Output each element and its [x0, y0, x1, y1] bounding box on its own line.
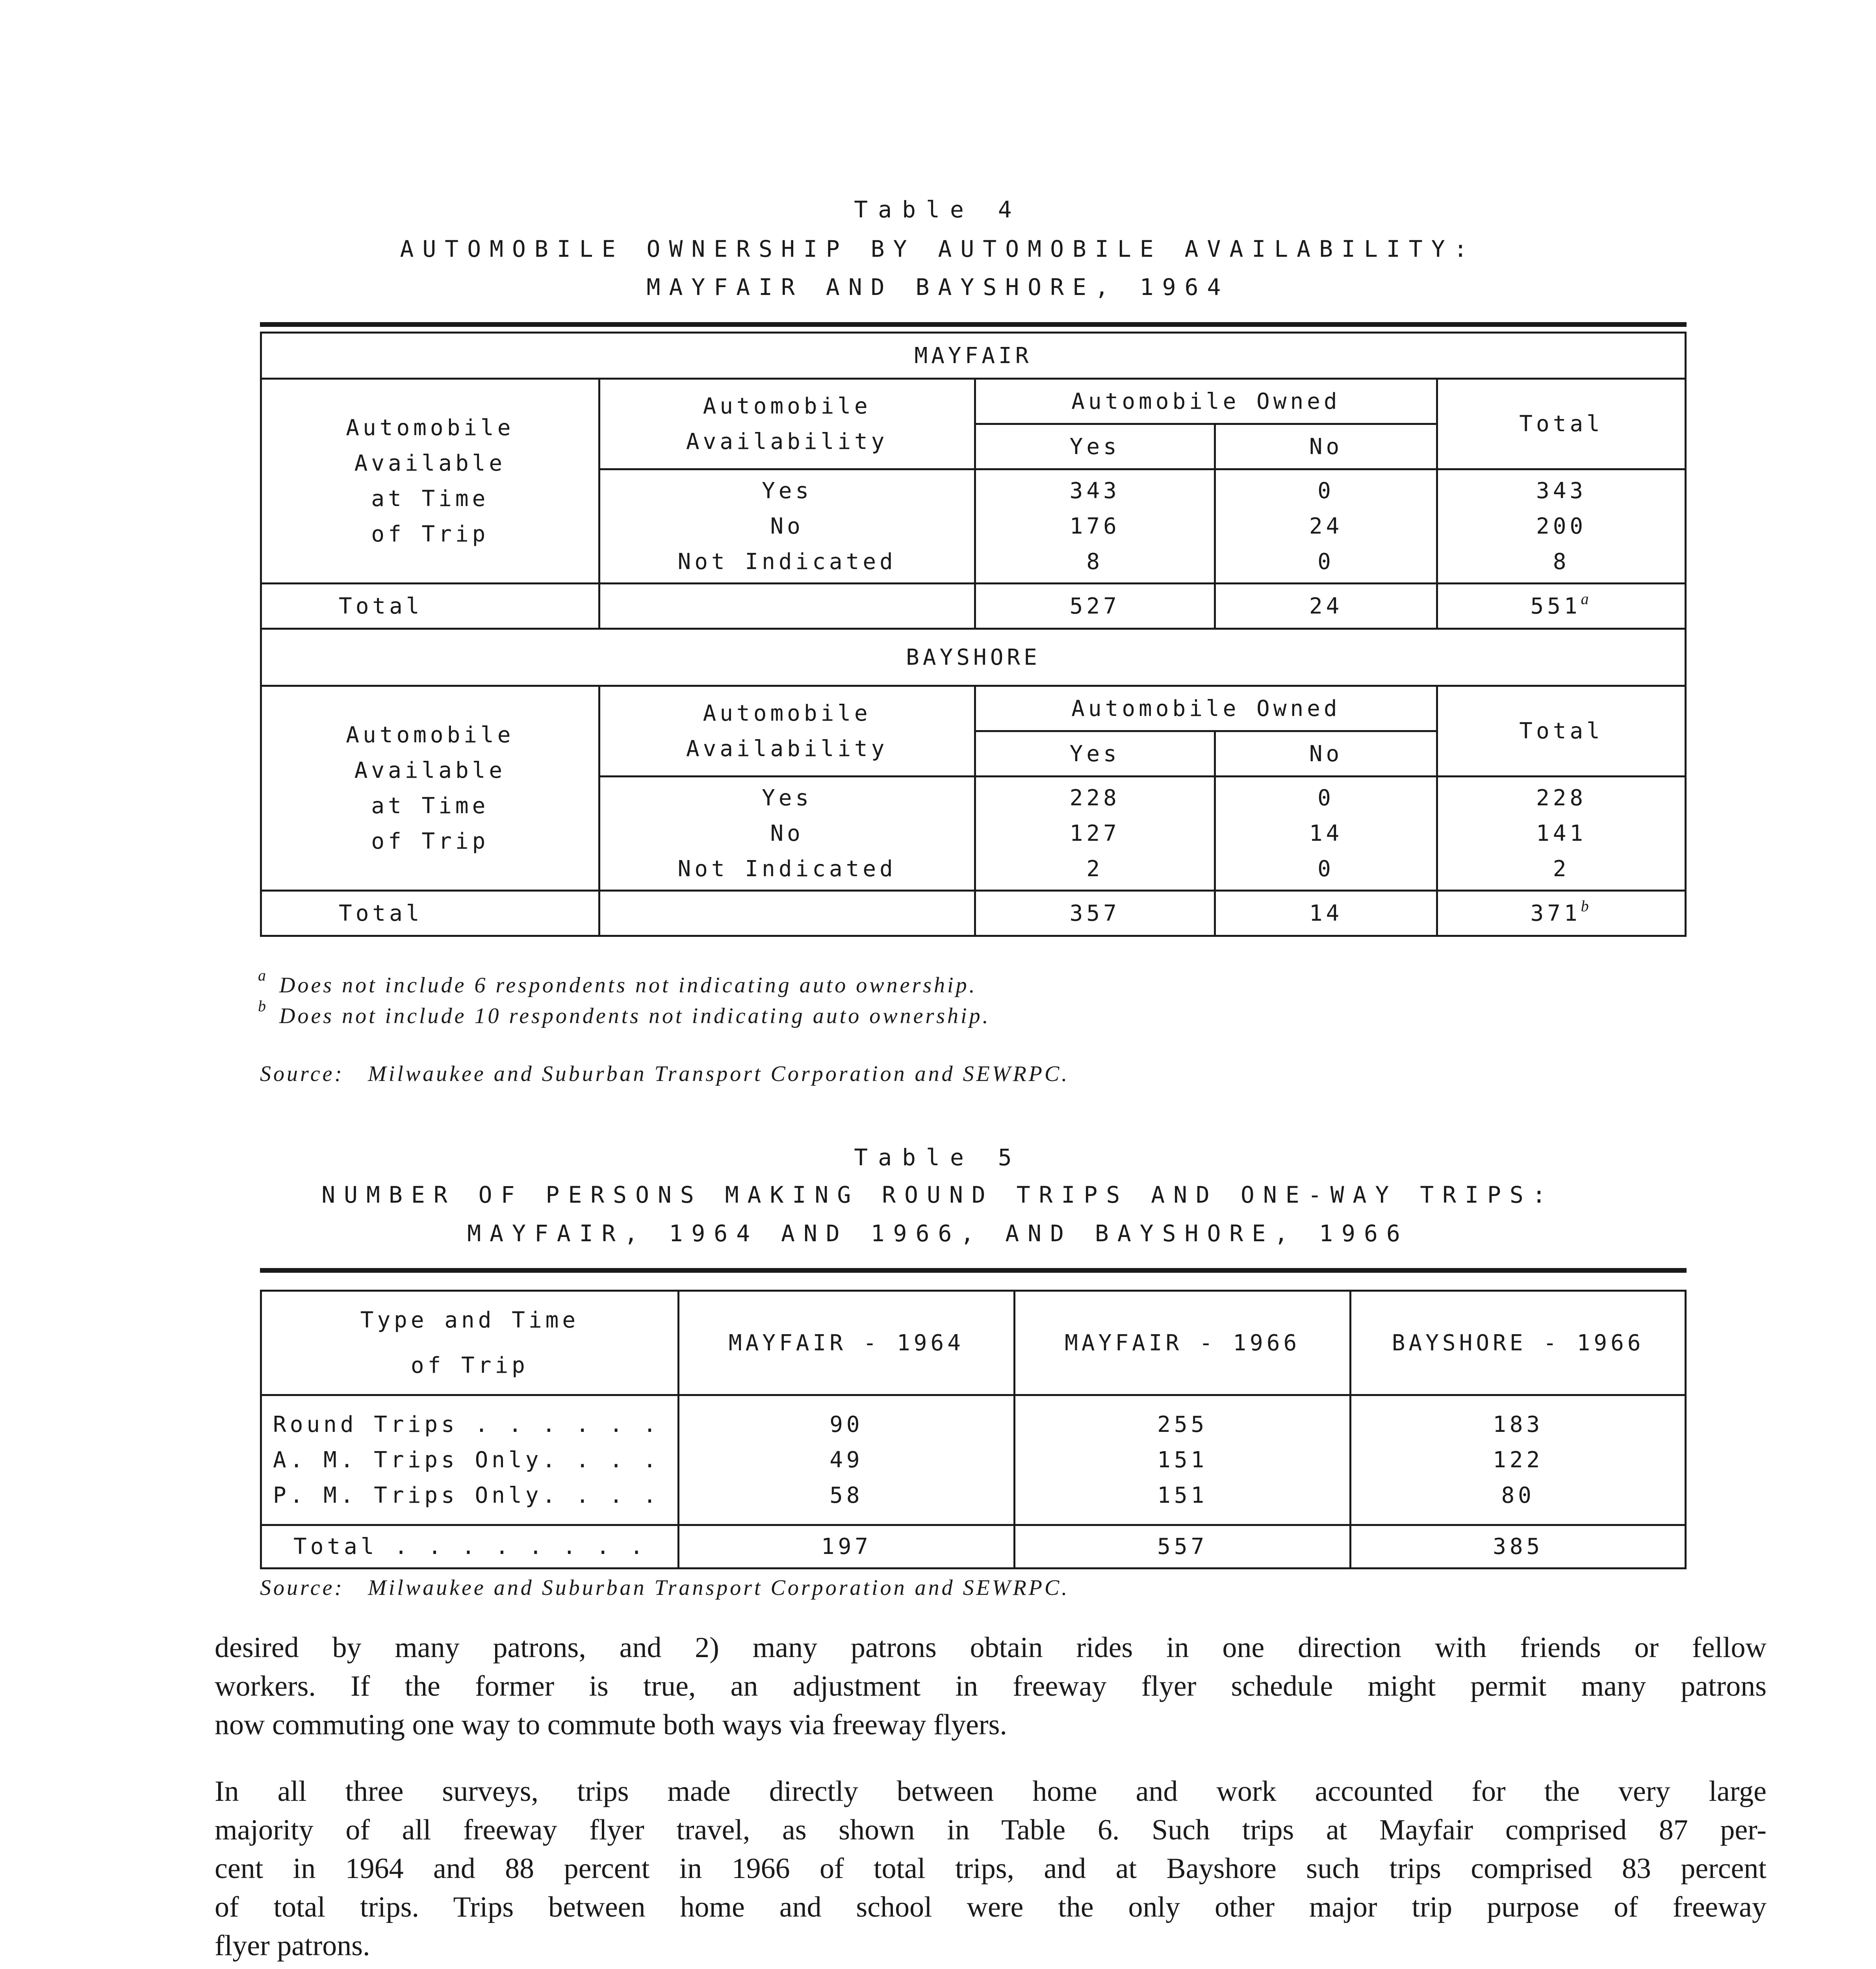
- table5-title-line1: NUMBER OF PERSONS MAKING ROUND TRIPS AND ONE-WAY TRIPS:: [321, 1181, 1555, 1208]
- no-header: No: [1215, 731, 1437, 777]
- table-cell: 151: [1157, 1482, 1208, 1508]
- table4-label: Table 4: [854, 196, 1022, 223]
- total-row-label: Total: [261, 891, 599, 936]
- text-line: flyer patrons.: [215, 1930, 370, 1962]
- footnote-text: Does not include 6 respondents not indicating auto ownership.: [279, 973, 977, 997]
- yes-header: Yes: [975, 731, 1215, 777]
- header-line: of Trip: [410, 1353, 529, 1378]
- table-row-label: No: [770, 820, 804, 846]
- empty-cell: [599, 891, 975, 936]
- row-header-bayshore: [261, 686, 599, 891]
- footnote-mark: a: [1581, 590, 1592, 608]
- table-cell: 0: [1317, 549, 1334, 575]
- trip-type-labels: [261, 1395, 679, 1525]
- table-row-label: Not Indicated: [677, 856, 896, 882]
- table-cell: 90: [829, 1411, 863, 1437]
- total-values: [1437, 777, 1686, 891]
- table-cell: 557: [1015, 1525, 1351, 1569]
- table-row-label: Round Trips . . . . . .: [273, 1411, 660, 1437]
- table-cell: 0: [1317, 856, 1334, 882]
- column-header: MAYFAIR - 1966: [1015, 1291, 1351, 1395]
- availability-header-line: Automobile: [703, 393, 871, 419]
- total-header: Total: [1437, 379, 1686, 469]
- table-row-label: Yes: [762, 478, 813, 504]
- mayfair-1966-values: [1015, 1395, 1351, 1525]
- table-cell: 49: [829, 1447, 863, 1473]
- table4-title-line2: MAYFAIR AND BAYSHORE, 1964: [646, 274, 1230, 300]
- availability-values: [599, 777, 975, 891]
- table5-top-rule: [260, 1268, 1687, 1273]
- total-row: [261, 1525, 1686, 1569]
- table-cell: 8: [1086, 549, 1104, 575]
- total-total: [1437, 891, 1686, 936]
- footnote-mark: b: [258, 997, 268, 1015]
- total-no: 14: [1215, 891, 1437, 936]
- availability-header-line: Availability: [686, 428, 888, 454]
- table-cell: 228: [1069, 785, 1120, 811]
- owned-header: Automobile Owned: [975, 686, 1437, 731]
- table-cell: 127: [1069, 820, 1120, 846]
- row-header-line: of Trip: [371, 828, 489, 854]
- row-header-line: Available: [354, 757, 506, 783]
- table-cell: 0: [1317, 478, 1334, 504]
- mayfair-1964-values: [678, 1395, 1014, 1525]
- table-cell: 141: [1536, 820, 1587, 846]
- table5-source: [260, 1575, 1069, 1600]
- table5: [260, 1290, 1687, 1569]
- yes-values: [975, 469, 1215, 584]
- table-cell: 14: [1309, 820, 1343, 846]
- row-header-line: Available: [354, 450, 506, 476]
- availability-values: [599, 469, 975, 584]
- table-cell: 151: [1157, 1447, 1208, 1473]
- footnote-text: Does not include 10 respondents not indicating auto ownership.: [279, 1004, 991, 1028]
- table-cell: 228: [1536, 785, 1587, 811]
- footnote-mark: b: [1581, 897, 1592, 915]
- bayshore-1966-values: [1351, 1395, 1686, 1525]
- table-cell: 80: [1501, 1482, 1535, 1508]
- row-header-line: Automobile: [346, 415, 514, 441]
- no-values: [1215, 469, 1437, 584]
- table-cell: 176: [1069, 513, 1120, 539]
- table-cell: 183: [1493, 1411, 1544, 1437]
- availability-header-line: Availability: [686, 736, 888, 762]
- table4: [260, 332, 1687, 937]
- availability-header: [599, 379, 975, 469]
- total-row-mayfair: [261, 584, 1686, 629]
- table-cell: 343: [1536, 478, 1587, 504]
- table-cell: 200: [1536, 513, 1587, 539]
- total-total: [1437, 584, 1686, 629]
- table-cell: 2: [1086, 856, 1104, 882]
- table-cell: 8: [1553, 549, 1570, 575]
- total-value: 551: [1530, 593, 1581, 619]
- table-cell: 343: [1069, 478, 1120, 504]
- table-cell: 197: [678, 1525, 1014, 1569]
- table-cell: 385: [1351, 1525, 1686, 1569]
- table-cell: 0: [1317, 785, 1334, 811]
- total-yes: 527: [975, 584, 1215, 629]
- table-cell: 255: [1157, 1411, 1208, 1437]
- text-line: majority of all freeway flyer travel, as shown in Table 6. Such trips at Mayfair comprised 87 per-: [215, 1814, 1767, 1846]
- text-line: now commuting one way to commute both ways via freeway flyers.: [215, 1709, 1007, 1741]
- total-header: Total: [1437, 686, 1686, 777]
- source-label: Source:: [260, 1062, 345, 1086]
- table-cell: 2: [1553, 856, 1570, 882]
- header-line: Type and Time: [360, 1307, 579, 1333]
- source-text: Milwaukee and Suburban Transport Corporation and SEWRPC.: [368, 1062, 1070, 1086]
- column-header: BAYSHORE - 1966: [1351, 1291, 1686, 1395]
- text-line: desired by many patrons, and 2) many patrons obtain rides in one direction with friends or fellow: [215, 1632, 1767, 1664]
- table4-top-rule: [260, 322, 1687, 327]
- row-header-line: Automobile: [346, 722, 514, 748]
- total-no: 24: [1215, 584, 1437, 629]
- yes-values: [975, 777, 1215, 891]
- footnote-mark: a: [258, 966, 268, 984]
- table-row-label: Yes: [762, 785, 813, 811]
- paragraph-1: [215, 1628, 1767, 1744]
- table5-label: Table 5: [854, 1144, 1022, 1171]
- text-line: In all three surveys, trips made directly between home and work accounted for the very large: [215, 1775, 1767, 1808]
- table-row-label: No: [770, 513, 804, 539]
- footnote-a: [258, 966, 977, 998]
- table4-source: [260, 1061, 1069, 1086]
- column-header: MAYFAIR - 1964: [678, 1291, 1014, 1395]
- row-header-line: of Trip: [371, 521, 489, 547]
- availability-header: [599, 686, 975, 777]
- table-cell: 122: [1493, 1447, 1544, 1473]
- text-line: cent in 1964 and 88 percent in 1966 of total trips, and at Bayshore such trips comprised 83 percent: [215, 1852, 1767, 1885]
- no-header: No: [1215, 424, 1437, 469]
- row-header-line: at Time: [371, 486, 489, 512]
- source-label: Source:: [260, 1576, 345, 1600]
- footnote-b: [258, 997, 991, 1029]
- type-time-header: [261, 1291, 679, 1395]
- availability-header-line: Automobile: [703, 700, 871, 726]
- total-yes: 357: [975, 891, 1215, 936]
- yes-header: Yes: [975, 424, 1215, 469]
- total-row-bayshore: [261, 891, 1686, 936]
- text-line: workers. If the former is true, an adjustment in freeway flyer schedule might permit many patrons: [215, 1670, 1767, 1702]
- table-cell: 24: [1309, 513, 1343, 539]
- table4-title-line1: AUTOMOBILE OWNERSHIP BY AUTOMOBILE AVAILABILITY:: [400, 235, 1476, 262]
- total-row-label: Total: [261, 584, 599, 629]
- table-row-label: Not Indicated: [677, 549, 896, 575]
- table-row-label: P. M. Trips Only. . . .: [273, 1482, 660, 1508]
- total-value: 371: [1530, 900, 1581, 926]
- no-values: [1215, 777, 1437, 891]
- table-cell: 58: [829, 1482, 863, 1508]
- row-header-mayfair: [261, 379, 599, 584]
- text-line: of total trips. Trips between home and school were the only other major trip purpose of freeway: [215, 1891, 1767, 1923]
- empty-cell: [599, 584, 975, 629]
- row-header-line: at Time: [371, 793, 489, 819]
- total-row-label: Total . . . . . . . .: [261, 1525, 679, 1569]
- source-text: Milwaukee and Suburban Transport Corporation and SEWRPC.: [368, 1576, 1070, 1600]
- section-title-bayshore: BAYSHORE: [261, 629, 1686, 686]
- owned-header: Automobile Owned: [975, 379, 1437, 424]
- table5-title-line2: MAYFAIR, 1964 AND 1966, AND BAYSHORE, 1966: [467, 1220, 1409, 1247]
- total-values: [1437, 469, 1686, 584]
- paragraph-2: [215, 1772, 1767, 1965]
- table-row-label: A. M. Trips Only. . . .: [273, 1447, 660, 1473]
- section-title-mayfair: MAYFAIR: [261, 333, 1686, 379]
